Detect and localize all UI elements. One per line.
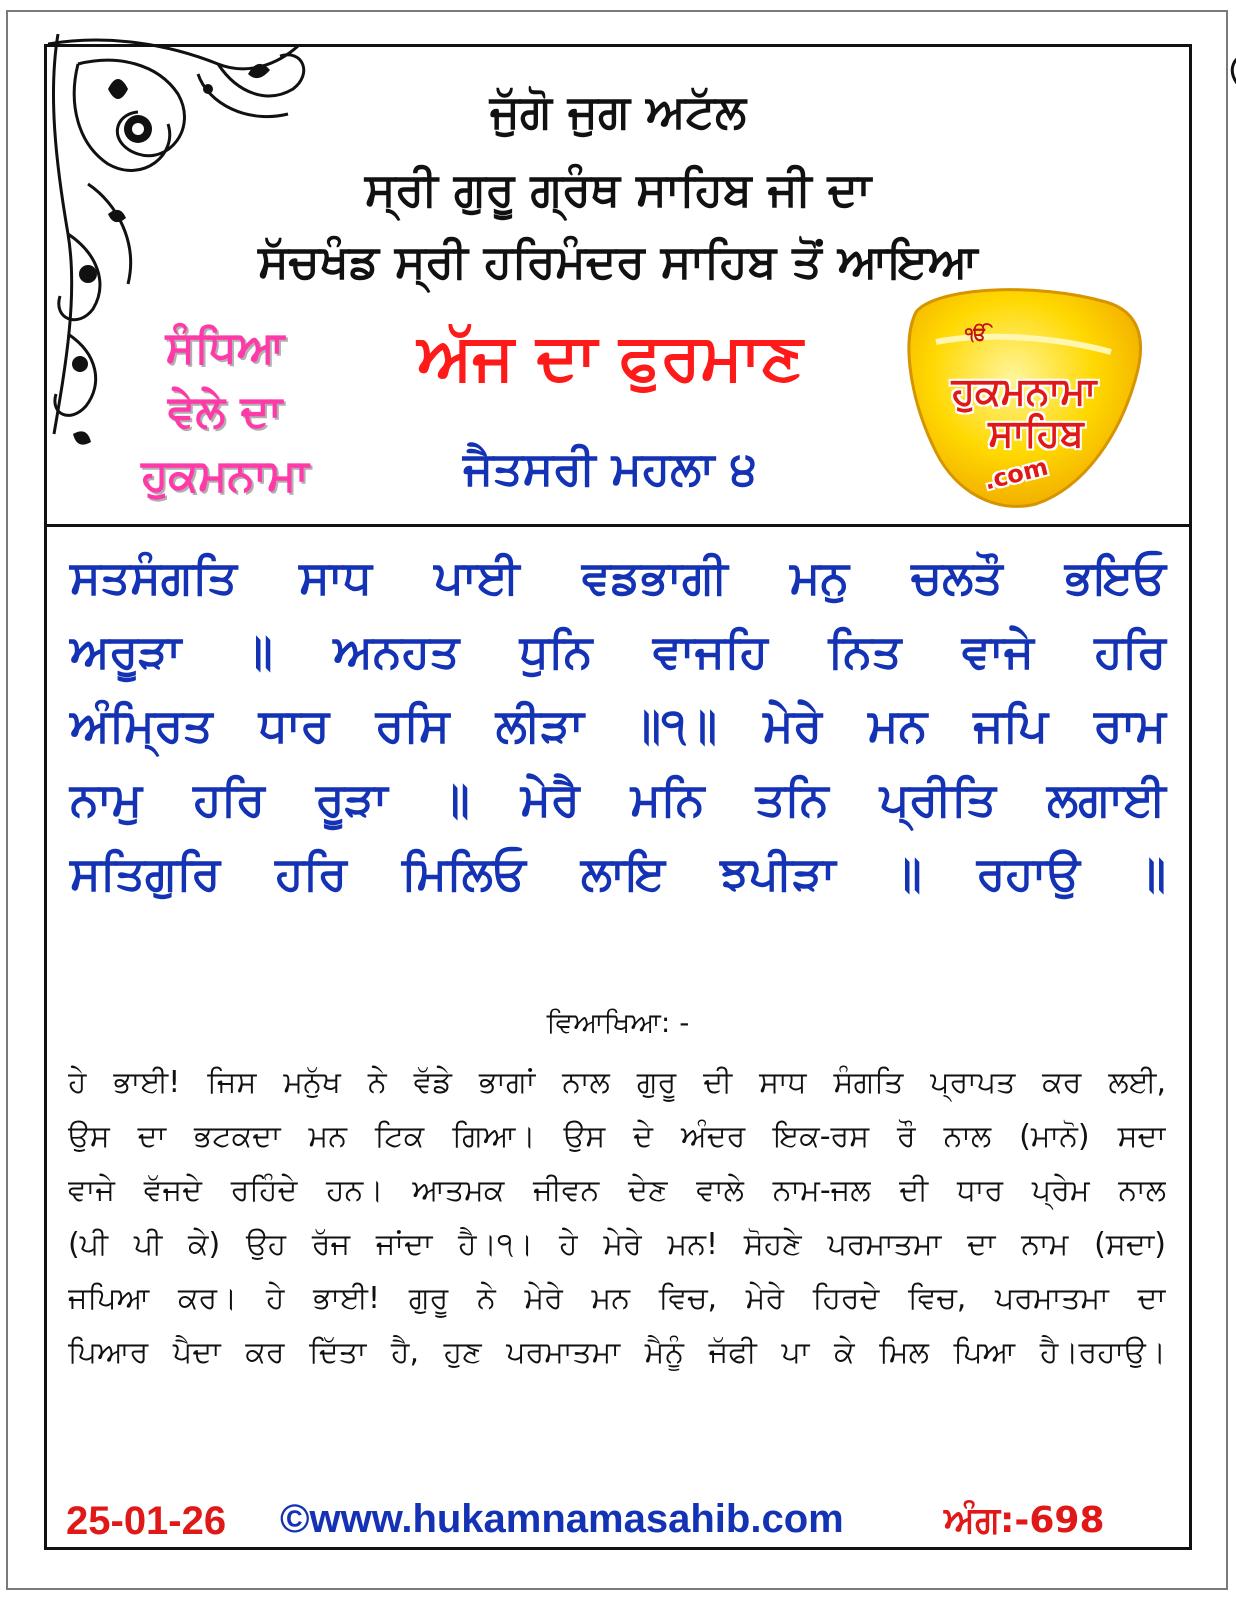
- evening-label-line: ਸੰਧਿਆ: [165, 322, 285, 373]
- evening-hukamnama-label: [80, 316, 370, 508]
- logo-line-1: ਹੁਕਮਨਾਮਾ: [951, 369, 1097, 413]
- hukamnama-sahib-logo: [896, 282, 1146, 512]
- logo-line-3: .com: [981, 452, 1051, 496]
- gurbani-verse: [70, 540, 1166, 910]
- gurbani-line: ਨਾਮੁ ਹਰਿ ਰੂੜਾ ॥ ਮੇਰੈ ਮਨਿ ਤਨਿ ਪ੍ਰੀਤਿ ਲਗਾਈ: [70, 772, 1166, 826]
- gurbani-line: ਅਰੂੜਾ ॥ ਅਨਹਤ ਧੁਨਿ ਵਾਜਹਿ ਨਿਤ ਵਾਜੇ ਹਰਿ: [70, 624, 1166, 678]
- gurbani-line: ਸਤਿਗੁਰਿ ਹਰਿ ਮਿਲਿਓ ਲਾਇ ਝਪੀੜਾ ॥ ਰਹਾਉ ॥: [70, 846, 1166, 900]
- header-line-3: ਸੱਚਖੰਡ ਸ੍ਰੀ ਹਰਿਮੰਦਰ ਸਾਹਿਬ ਤੋਂ ਆਇਆ: [258, 234, 978, 288]
- meaning-line: ਪਿਆਰ ਪੈਦਾ ਕਰ ਦਿੱਤਾ ਹੈ, ਹੁਣ ਪਰਮਾਤਮਾ ਮੈਨੂੰ ਜੱਫੀ ਪਾ ਕੇ ਮਿਲ ਪਿਆ ਹੈ।ਰਹਾਉ।: [68, 1335, 1166, 1370]
- raag-heading: ਜੈਤਸਰੀ ਮਹਲਾ ੪: [463, 441, 757, 495]
- footer-date: 25-01-26: [66, 1499, 227, 1543]
- header-line-2: ਸ੍ਰੀ ਗੁਰੂ ਗ੍ਰੰਥ ਸਾਹਿਬ ਜੀ ਦਾ: [364, 162, 872, 216]
- footer-website: ©www.hukamnamasahib.com: [280, 1497, 844, 1541]
- ek-onkar-symbol: ੴ: [965, 324, 987, 345]
- evening-label-line: ਵੇਲੇ ਦਾ: [167, 386, 283, 437]
- meaning-line: ਹੇ ਭਾਈ! ਜਿਸ ਮਨੁੱਖ ਨੇ ਵੱਡੇ ਭਾਗਾਂ ਨਾਲ ਗੁਰੂ ਦੀ ਸਾਧ ਸੰਗਤਿ ਪ੍ਰਾਪਤ ਕਰ ਲਈ,: [68, 1065, 1166, 1100]
- header-line-1: ਜੁੱਗੋ ਜੁਗ ਅਟੱਲ: [489, 84, 747, 138]
- vyakhya-text: [68, 1056, 1166, 1380]
- gurbani-line: ਅੰਮ੍ਰਿਤ ਧਾਰ ਰਸਿ ਲੀੜਾ ॥੧॥ ਮੇਰੇ ਮਨ ਜਪਿ ਰਾਮ: [70, 698, 1166, 752]
- meaning-line: ਉਸ ਦਾ ਭਟਕਦਾ ਮਨ ਟਿਕ ਗਿਆ। ਉਸ ਦੇ ਅੰਦਰ ਇਕ-ਰਸ ਰੌ ਨਾਲ (ਮਾਨੋ) ਸਦਾ: [68, 1119, 1166, 1154]
- vyakhya-label: ਵਿਆਖਿਆ: -: [546, 1006, 690, 1039]
- logo-line-2: ਸਾਹਿਬ: [988, 411, 1084, 455]
- meaning-line: ਵਾਜੇ ਵੱਜਦੇ ਰਹਿੰਦੇ ਹਨ। ਆਤਮਕ ਜੀਵਨ ਦੇਣ ਵਾਲੇ ਨਾਮ-ਜਲ ਦੀ ਧਾਰ ਪ੍ਰੇਮ ਨਾਲ: [68, 1173, 1166, 1208]
- meaning-line: (ਪੀ ਪੀ ਕੇ) ਉਹ ਰੱਜ ਜਾਂਦਾ ਹੈ।੧। ਹੇ ਮੇਰੇ ਮਨ! ਸੋਹਣੇ ਪਰਮਾਤਮਾ ਦਾ ਨਾਮ (ਸਦਾ): [68, 1227, 1166, 1262]
- page-title: ਅੱਜ ਦਾ ਫੁਰਮਾਣ: [417, 321, 803, 395]
- evening-label-line: ਹੁਕਮਨਾਮਾ: [141, 450, 309, 501]
- footer-ang-number: ਅੰਗ:-698: [944, 1500, 1105, 1541]
- meaning-line: ਜਪਿਆ ਕਰ। ਹੇ ਭਾਈ! ਗੁਰੂ ਨੇ ਮੇਰੇ ਮਨ ਵਿਚ, ਮੇਰੇ ਹਿਰਦੇ ਵਿਚ, ਪਰਮਾਤਮਾ ਦਾ: [68, 1281, 1166, 1316]
- gurbani-line: ਸਤਸੰਗਤਿ ਸਾਧ ਪਾਈ ਵਡਭਾਗੀ ਮਨੁ ਚਲਤੌ ਭਇਓ: [70, 550, 1166, 604]
